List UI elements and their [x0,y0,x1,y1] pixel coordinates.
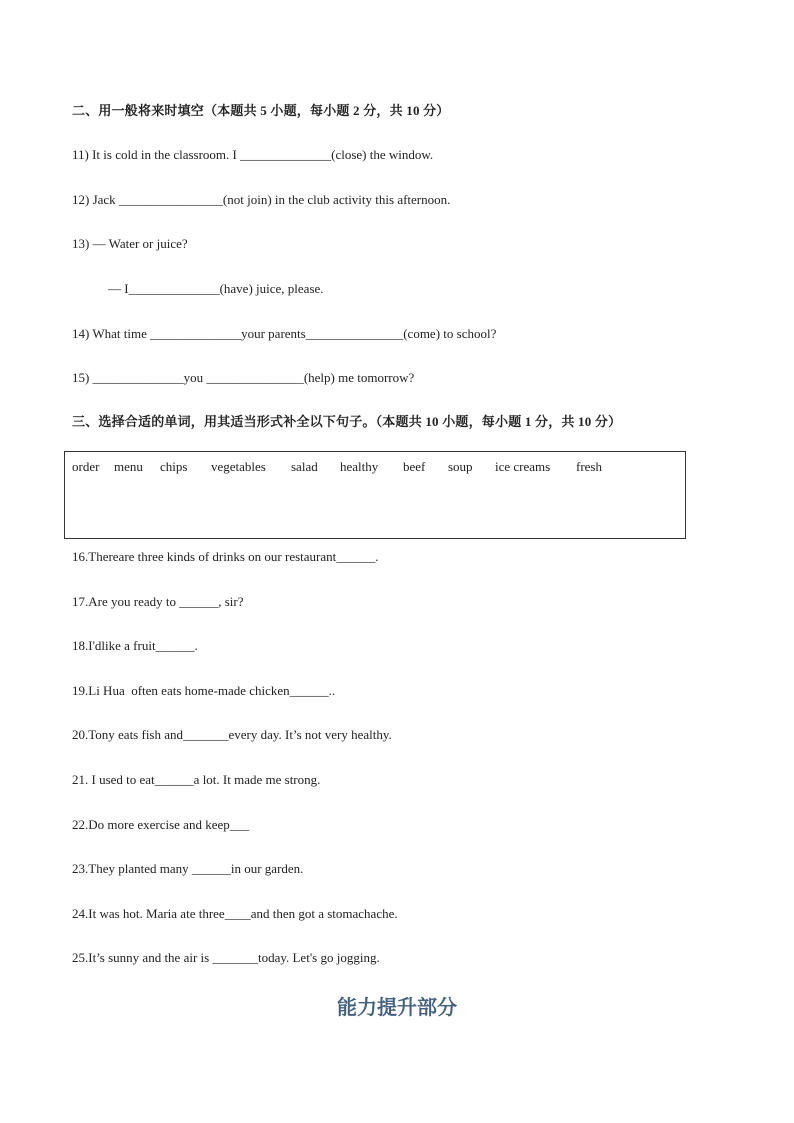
section-title: 能力提升部分 [337,995,457,1019]
word-bank-item: fresh [576,459,602,474]
question-13-prompt: 13) — Water or juice? [72,236,188,251]
question-21: 21. I used to eat______a lot. It made me strong. [72,772,321,787]
question-15: 15) ______________you _______________(help) me tomorrow? [72,370,415,385]
question-18: 18.I'dlike a fruit______. [72,638,198,653]
question-24: 24.It was hot. Maria ate three____and then got a stomachache. [72,906,398,921]
question-22: 22.Do more exercise and keep___ [72,817,250,832]
word-bank-item: menu [114,459,143,474]
question-19: 19.Li Hua often eats home-made chicken______.. [72,683,336,698]
word-bank-item: salad [291,459,318,474]
word-bank-item: vegetables [211,459,266,474]
word-bank-item: beef [403,459,426,474]
word-bank-item: soup [448,459,473,474]
word-bank-item: healthy [340,459,379,474]
question-17: 17.Are you ready to ______, sir? [72,594,244,609]
section-2-heading: 二、用一般将来时填空（本题共 5 小题，每小题 2 分，共 10 分） [72,103,450,118]
question-12: 12) Jack ________________(not join) in the club activity this afternoon. [72,192,451,207]
word-bank-item: ice creams [495,459,551,474]
question-11: 11) It is cold in the classroom. I ______________(close) the window. [72,147,434,162]
word-bank-item: chips [160,459,188,474]
question-13-answer: — I______________(have) juice, please. [108,281,324,296]
question-25: 25.It’s sunny and the air is _______today. Let's go jogging. [72,950,380,965]
question-23: 23.They planted many ______in our garden. [72,861,304,876]
section-3-heading: 三、选择合适的单词，用其适当形式补全以下句子。（本题共 10 小题，每小题 1 分，共 10 分） [72,414,622,429]
question-20: 20.Tony eats fish and_______every day. It’s not very healthy. [72,727,392,742]
question-16: 16.Thereare three kinds of drinks on our restaurant______. [72,549,379,564]
question-14: 14) What time ______________your parents_______________(come) to school? [72,326,497,341]
word-bank-item: order [72,459,100,474]
